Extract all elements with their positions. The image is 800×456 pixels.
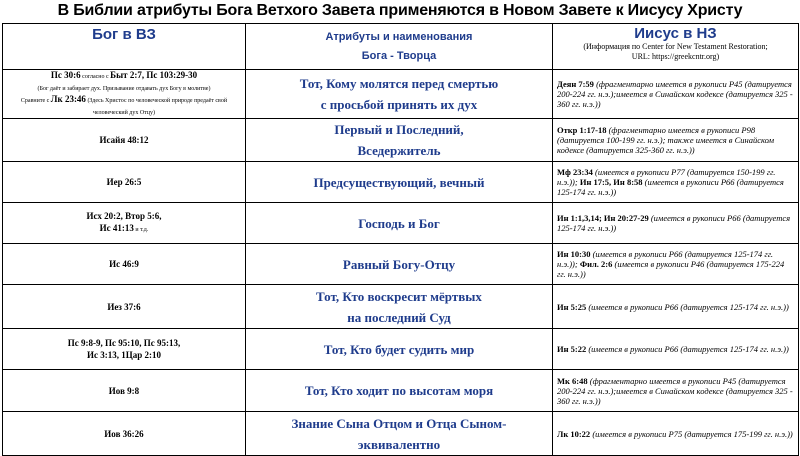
nt-reference-cell bbox=[553, 70, 799, 119]
table-row bbox=[3, 119, 799, 162]
nt-ref: Мф 23:34 bbox=[557, 167, 593, 177]
attribute-line: на последний Суд bbox=[347, 309, 451, 325]
nt-reference-cell bbox=[553, 119, 799, 162]
ot-ref: Пс 103:29-30 bbox=[146, 70, 198, 80]
nt-note: (имеется в рукописи P66 (датируется 125-174 гг. н.э.)); bbox=[557, 249, 774, 269]
ot-connector: , bbox=[141, 70, 147, 80]
nt-ref: Мк 6:48 bbox=[557, 375, 588, 386]
ot-note: (Здесь Христос по человеческой природе предаёт свой человеческий дух Отцу) bbox=[85, 98, 228, 116]
ot-reference-cell: Иер 26:5 bbox=[3, 162, 246, 203]
header-source-note2: URL: https://greekcntr.org) bbox=[631, 52, 720, 61]
attribute-cell bbox=[246, 70, 553, 119]
nt-reference-cell bbox=[553, 203, 799, 244]
ot-compare-ref: Лк 23:46 bbox=[50, 94, 86, 104]
attribute-line: эквивалентно bbox=[357, 436, 441, 452]
nt-note: (имеется в рукописи P46 (датируется 175-224 гг. н.э.)) bbox=[557, 259, 785, 279]
nt-ref: Ин 1:1,3,14; Ин 20:27-29 bbox=[557, 213, 649, 223]
attribute-cell bbox=[246, 203, 553, 244]
nt-ref: Ин 10:30 bbox=[557, 249, 591, 259]
attribute-cell bbox=[246, 370, 553, 412]
attributes-table bbox=[2, 23, 799, 456]
ot-reference-cell bbox=[3, 329, 246, 370]
nt-note: (имеется в рукописи P66 (датируется 125-174 гг. н.э.)) bbox=[557, 177, 784, 197]
ot-reference-cell: Иов 36:26 bbox=[3, 412, 246, 456]
header-jesus-nt-title: Иисус в НЗ bbox=[634, 25, 717, 42]
ot-reference-cell bbox=[3, 203, 246, 244]
nt-note: (фрагментарно имеется в рукописи P45 (датируется 200-224 гг. н.э.);имеется в Синайском кодексе (датируется 325 - 360 гг. н.э.)) bbox=[557, 375, 793, 406]
nt-note: (имеется в рукописи P75 (датируется 175-199 гг. н.э.)) bbox=[590, 428, 793, 439]
nt-reference-cell bbox=[553, 329, 799, 370]
table-row bbox=[3, 285, 799, 329]
header-attributes-line2: Бога - Творца bbox=[361, 49, 437, 62]
table-row bbox=[3, 329, 799, 370]
nt-ref: Деян 7:59 bbox=[557, 79, 594, 89]
nt-note: (имеется в рукописи P66 (датируется 125-174 гг. н.э.)) bbox=[557, 213, 791, 233]
nt-note: (имеется в рукописи P77 (датируется 150-199 гг. н.э.)); bbox=[557, 167, 776, 187]
table-row bbox=[3, 203, 799, 244]
nt-note: (имеется в рукописи P66 (датируется 125-174 гг. н.э.)) bbox=[586, 301, 789, 312]
ot-ref-line: Ис 3:13, 1Цар 2:10 bbox=[87, 350, 161, 360]
table-row bbox=[3, 162, 799, 203]
attribute-line: Тот, Кто воскресит мёртвых bbox=[316, 288, 482, 304]
nt-reference-cell bbox=[553, 162, 799, 203]
nt-ref: Фил. 2:6 bbox=[579, 259, 613, 269]
nt-note: (фрагментарно имеется в рукописи P45 (датируется 200-224 гг. н.э.);имеется в Синайском кодексе (датируется 325 - 360 гг. н.э.)) bbox=[557, 79, 793, 109]
ot-ref-line: Пс 9:8-9, Пс 95:10, Пс 95:13, bbox=[67, 338, 181, 348]
nt-ref: Откр 1:17-18 bbox=[557, 125, 607, 135]
attribute-line: Вседержитель bbox=[357, 143, 441, 158]
table-header-row bbox=[3, 24, 799, 70]
ot-note: (Бог даёт и забирает дух. Призывание отдавать дух Богу в молитве) bbox=[37, 86, 211, 92]
attribute-line: Тот, Кто будет судить мир bbox=[323, 341, 475, 357]
ot-reference-cell: Ис 46:9 bbox=[3, 244, 246, 285]
ot-ref: Пс 30:6 bbox=[50, 70, 81, 80]
attribute-line: Тот, Кому молятся перед смертью bbox=[299, 76, 499, 91]
ot-reference-cell bbox=[3, 70, 246, 119]
attribute-line: Господь и Бог bbox=[358, 215, 440, 231]
attribute-cell bbox=[246, 162, 553, 203]
header-god-ot: Бог в ВЗ bbox=[3, 24, 246, 70]
nt-reference-cell bbox=[553, 285, 799, 329]
attribute-cell bbox=[246, 329, 553, 370]
attribute-cell bbox=[246, 119, 553, 162]
nt-ref: Ин 5:25 bbox=[557, 301, 587, 312]
table-row bbox=[3, 370, 799, 412]
ot-reference-cell: Иов 9:8 bbox=[3, 370, 246, 412]
nt-ref: Ин 17:5, Ин 8:58 bbox=[579, 177, 643, 187]
nt-ref: Ин 5:22 bbox=[557, 344, 587, 354]
header-attributes-line1: Атрибуты и наименования bbox=[325, 30, 473, 43]
header-attributes bbox=[246, 24, 553, 70]
attribute-line: с просьбой принять их дух bbox=[320, 97, 478, 112]
attribute-line: Предсуществующий, вечный bbox=[313, 174, 485, 190]
ot-reference-cell: Исайя 48:12 bbox=[3, 119, 246, 162]
nt-reference-cell bbox=[553, 244, 799, 285]
attribute-cell bbox=[246, 285, 553, 329]
page-title: В Библии атрибуты Бога Ветхого Завета применяются в Новом Завете к Иисусу Христу bbox=[0, 0, 800, 22]
attribute-line: Равный Богу-Отцу bbox=[342, 256, 456, 272]
attribute-line: Тот, Кто ходит по высотам моря bbox=[304, 383, 494, 398]
attribute-line: Знание Сына Отцом и Отца Сыном- bbox=[291, 415, 507, 431]
ot-etc: и т.д. bbox=[133, 227, 149, 233]
nt-reference-cell bbox=[553, 370, 799, 412]
header-jesus-nt bbox=[553, 24, 799, 70]
nt-note: (фрагментарно имеется в рукописи P98 (датируется 100-199 гг. н.э.); также имеется в Синайском кодексе (датируется 325-360 гг. н.э.)) bbox=[557, 125, 775, 155]
ot-ref-line: Ис 41:13 bbox=[99, 223, 134, 233]
ot-reference-cell: Иез 37:6 bbox=[3, 285, 246, 329]
ot-compare-label: Сравните с bbox=[20, 98, 51, 104]
nt-note: (имеется в рукописи P66 (датируется 125-174 гг. н.э.)) bbox=[586, 344, 789, 354]
attribute-line: Первый и Последний, bbox=[334, 122, 464, 137]
nt-ref: Лк 10:22 bbox=[557, 428, 591, 439]
table-row bbox=[3, 244, 799, 285]
table-row bbox=[3, 70, 799, 119]
ot-ref: Быт 2:7 bbox=[110, 70, 142, 80]
header-source-note1: (Информация по Center for New Testament Restoration; bbox=[583, 42, 768, 51]
attribute-cell bbox=[246, 244, 553, 285]
ot-connector: согласно с bbox=[80, 74, 111, 80]
ot-ref-line: Исх 20:2, Втор 5:6, bbox=[86, 211, 162, 221]
